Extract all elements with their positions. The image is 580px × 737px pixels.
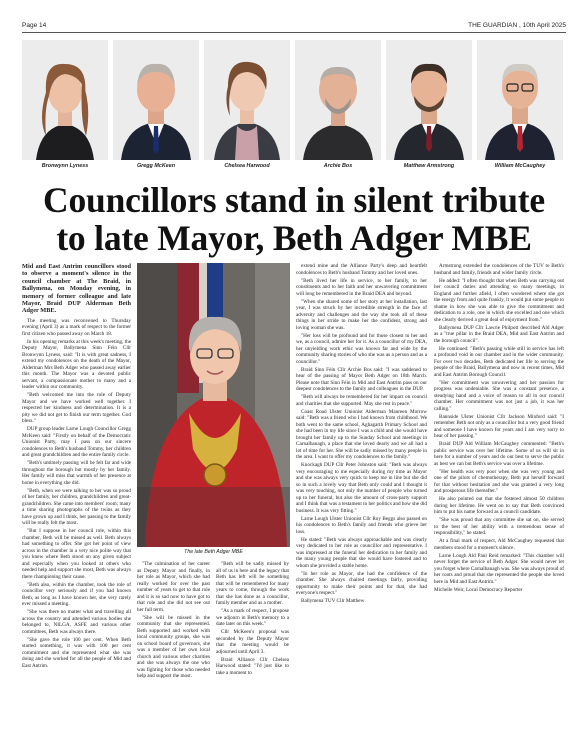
article-column-5 (434, 263, 564, 595)
paragraph: "She will be missed in the community that she represented. Beth supported and worked with local community groups, she was on school board of governors, she was a member of her own local church and various other charities and she was always the one who was fighting for those who needed help and support the most. (137, 614, 210, 679)
paragraph: Knockagh DUP Cllr Peter Johnston said: "Beth was always very encouraging to me especially during my time as Mayor and she was always very quick to keep me in line but she did so in such a lovely way that Beth only could and I thought it was very touching, not only the number of people who turned up to her funeral, but also the amount of cross-party support and I think that was a testament to her politics and how she did business. It was very fitting." (296, 462, 427, 514)
paragraph: "She was there no matter what and travelling all across the country and attended various bodies she belonged to, NILGA, ASFE and various other committees, Beth was always there. (22, 609, 131, 635)
paragraph: "She gave the role 100 per cent. When Beth started something, it was with 100 per cent commitment and she represented what she was doing and she worked for all the people of Mid and East Antrim. (22, 636, 131, 669)
paragraph: Braid Alliance Cllr Chelsea Harwood stated: "I'd just like to take a moment to (216, 656, 289, 676)
paragraph: Bannside Ulster Unionist Cllr Jackson Minford said: "I remember Beth not only as a councillor but a very good friend and someone I have known for years and I am very sorry to hear of her passing." (434, 413, 564, 439)
paragraph: "Her commitment was unwavering and her passion for progress was undeniable. She was a constant presence, a steadying hand and a voice of reason to all in our council chamber. Her commitment was not just a job, it was her calling." (434, 379, 564, 412)
headline-line-1: Councillors stand in silent tribute (43, 180, 545, 220)
paragraph: The meeting was reconvened to Thursday evening (April 3) as a mark of respect to the former first citizen who passed away on March 18. (22, 317, 131, 337)
paragraph: Coast Road Ulster Unionist Alderman Maureen Morrow said: "Beth was a friend who I had known from childhood. We both went to the same school, Aghagarth Primary School and she had been in my life since I was a child and she would have brought her family up to the Sunday School and meetings in Carnalbanagh, a place that she loved dearly and we all had a lot of time for her. She will be sadly missed by many people in the area. I want to offer my condolences to the family." (296, 408, 427, 460)
paragraph: In his opening remarks at this week's meeting, the Deputy Mayor, Ballymena Sinn Féin Cllr Bronwynn Lyness, said: "It is with great sadness, I extend my condolences on the death of the Mayor, Alderman Mrs Beth Adger who passed away earlier this month. The Mayor was a devoted public servant, a compassionate mother to many and a leader within our community. (22, 338, 131, 391)
paragraph: "As a mark of respect, I propose we adjourn in Beth's memory to a date later on this week." (216, 608, 289, 627)
headline (22, 181, 566, 257)
paragraph: Braid Sinn Féin Cllr Archie Bos said: "I was saddened to hear of the passing of Mayor Beth Adger on 18th March. Please note that Sinn Féin in Mid and East Antrim pass on our deepest condolences to the family and colleagues in the DUP. (296, 366, 427, 392)
article-column-4 (296, 263, 427, 606)
paragraph: "Beth welcomed me into the role of Deputy Mayor and we have worked well together. I respected her kindness and determination. It is a pity we did not get to finish our term together. God bless." (22, 392, 131, 425)
paragraph: "Beth will be sadly missed by all of us in here and the legacy that Beth has left will be something that will be remembered for many years to come, through the work that she has done as a councillor, family member and as a mother. (216, 561, 289, 606)
photo-caption-6: William McCaughey (494, 163, 546, 169)
photo-caption-5: Matthew Armstrong (403, 163, 455, 169)
paragraph: He also pointed out that she fostered almost 50 children during her lifetime. He went on to say that Beth convinced him to put his name forward as a council candidate. (434, 496, 564, 515)
paragraph: "Beth will always be remembered for her impact on council and charities that she supported. May she rest in peace." (296, 394, 427, 407)
paragraph: "In her role as Mayor, she had the confidence of the chamber. She always chaired meetings fairly, providing opportunity to make their points and for that, she had everyone's respect." (296, 570, 427, 596)
paragraph: He stated: "Beth was always approachable and was clearly very dedicated to her role as councillor and representative. I was impressed at the funeral her dedication to her family and the many young people that she would have fostered and to whom she provided a stable home. (296, 536, 427, 569)
byline: Michelle Weir, Local Democracy Reporter (434, 586, 523, 593)
paragraph: "Her health was very poor when she was very young and one of the pilots of chemotherapy, Beth put herself forward for that without hesitation and she was granted a very long and prosperous life thereafter." (434, 468, 564, 494)
paragraph: "But I suppose in her council role, within this chamber, Beth will be missed as well. Beth always had something to offer. She got her point of view across in the chamber in a very nice polite way that you knew where Beth stood on any given subject and especially when you looked at others who needed help and support she most, Beth was always there championing their cause. (22, 528, 131, 580)
paragraph: Larne Lough Ald Paul Reid remarked: "This chamber will never forget the service of Beth Adger. She would never let you forget where Carnalbanagh was. She was always proud of her roots and proud that she represented the people she loved here in Mid and East Antrim." (434, 552, 564, 585)
paragraph: He added: "I often thought that when Beth was carrying out her council duties and attending so many meetings, in England and further afield, I often wondered where she got the energy from and quite frankly, it would put some people to shame in how she was able to give the commitment and dedication to a role, one in which she excelled and one which she clearly derived a great deal of enjoyment from." (434, 277, 564, 323)
councillor-photo-3 (204, 40, 290, 160)
paragraph: "The culmination of her career as Deputy Mayor and finally, in her role as Mayor, which she had really worked for over the past number of years to get to that role and it is so sad now to have got to that role and she did not see out her full term. (137, 561, 210, 613)
paragraph: At a final mark of respect, Ald McCaughey requested that members stood for a moment's silence. (434, 538, 564, 551)
page-header (22, 19, 566, 33)
paragraph: Armstrong extended the condolences of the TUV to Beth's husband and family, friends and wider family circle. (434, 263, 564, 276)
article-column-1 (22, 263, 131, 671)
paragraph: Larne Lough Ulster Unionist Cllr Roy Beggs also passed on his condolences to Beth's family and friends who grieve her loss. (296, 515, 427, 535)
paragraph: DUP group leader Larne Lough Councillor Gregg McKeen said: "Firstly on behalf of the Democratic Unionist Party, may I pass on our sincere condolences to Beth's husband Tommy, her children and great grandchildren and the entire family circle. (22, 426, 131, 459)
paragraph: "Beth lived her life in service, to her family, to her constituents and to her faith and her unwavering commitment will long be remembered in the Braid DEA and beyond. (296, 277, 427, 297)
paragraph: He continued: "Beth's passing while still in service has left a profound void in our chamber and in the wider community. For over two decades, Beth dedicated her life to serving the people of the Braid, Ballymena and now in recent times, Mid and East Antrim Borough Council. (434, 345, 564, 378)
paragraph: "Beth, when we were talking to her was so proud of her family, her children, grandchildren and great-grandchildren. She came into members' room; many a time sharing photographs of the twins as they have grown up and I think, her passing to the family will be really felt the most. (22, 487, 131, 527)
beth-adger-photo (137, 263, 290, 547)
paragraph: Ballymena DUP Cllr Lawrie Philpott described Ald Adger as a "true pillar in the Braid DEA, Mid and East Antrim and the borough council". (434, 324, 564, 344)
councillor-photo-2 (113, 40, 199, 160)
councillor-photo-5 (386, 40, 472, 160)
paragraph: Cllr McKeen's proposal was seconded by the Deputy Mayor that the meeting would be adjourned until April 3. (216, 629, 289, 655)
councillor-photo-1 (22, 40, 108, 160)
photo-caption-3: Chelsea Harwood (224, 163, 270, 169)
paragraph: Ballymena TUV Cllr Matthew (301, 598, 365, 604)
article-column-3 (216, 561, 289, 678)
paragraph: Braid DUP Ald William McCaughey commented: "Beth's public service was over her lifetime. Some of us will sit in here for a number of years and do our best to serve the public as best we can but Beth's service was over a lifetime. (434, 441, 564, 467)
headline-line-2: to late Mayor, Beth Adger MBE (56, 218, 532, 258)
councillor-photo-6 (477, 40, 563, 160)
councillor-photo-4 (295, 40, 381, 160)
header-rule (22, 32, 566, 33)
councillor-photos (22, 40, 564, 171)
paragraph: extend mine and the Alliance Party's deep and heartfelt condolences to Beth's husband Tommy and her loved ones. (296, 263, 427, 276)
article-column-2 (137, 561, 210, 681)
paragraph: "She was proud that any committee she sat on, she served to the best of her ability with a tremendous sense of responsibility," he stated. (434, 517, 564, 536)
photo-caption-4: Archie Bos (323, 163, 353, 169)
paragraph: "Beth's untimely passing will be felt far and wide throughout the borough but mostly by her family. Her family will miss that warmth of her presence at home in everything she did. (22, 460, 131, 486)
publication-date: THE GUARDIAN , 10th April 2025 (468, 22, 566, 29)
paragraph: "When she shared some of her story at her installation, last year, I was struck by her incredible strength in the face of adversity and challenges and the way she took all of these things in her stride to make her the confident, strong and loving woman she was. (296, 298, 427, 331)
photo-caption-1: Bronwynn Lyness (41, 163, 89, 169)
page-number: Page 14 (22, 22, 47, 29)
paragraph: "Her loss will be profound and for those closest to her and we, as a council, admire her for it. As a councillor of my DEA, her unyielding work ethic was known far and wide by the community sharing stories of who she was as a person and as a councillor." (296, 332, 427, 365)
article-lead: Mid and East Antrim councillors stood to observe a moment's silence in the council chamber at The Braid, in Ballymena, on Monday evening, in memory of former colleague and late Mayor, Braid DUP Alderman Beth Adger MBE. (22, 263, 131, 315)
main-photo-caption: The late Beth Adger MBE (184, 549, 243, 555)
paragraph: "Beth also, within the chamber, took the role of councillor very seriously and if you had known Beth, as long as I have known her, she very rarely ever missed a meeting. (22, 581, 131, 608)
photo-caption-2: Gregg McKeen (136, 163, 176, 169)
